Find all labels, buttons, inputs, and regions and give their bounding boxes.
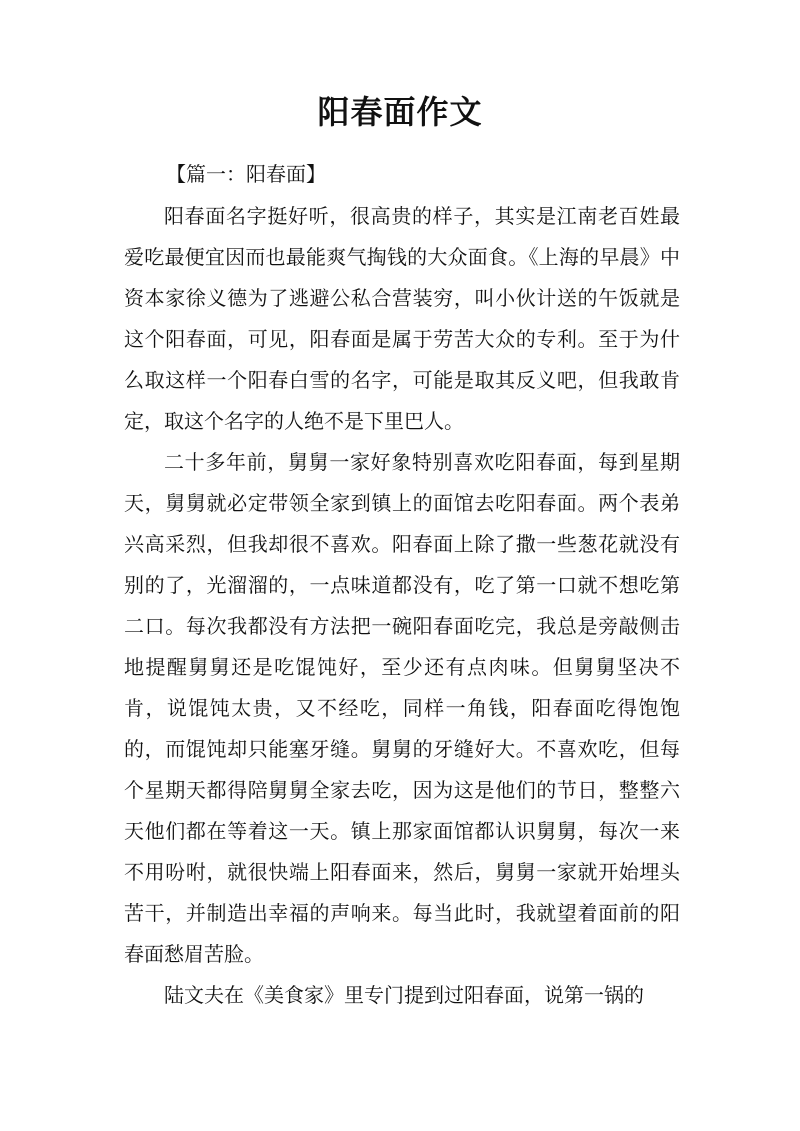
document-title: 阳春面作文 <box>317 93 483 131</box>
paragraph: 陆文夫在《美食家》里专门提到过阳春面，说第一锅的 <box>164 983 644 1007</box>
paragraph: 二十多年前，舅舅一家好象特别喜欢吃阳春面，每到星期天，舅舅就必定带领全家到镇上的面馆去吃阳春面。两个表弟兴高采烈，但我却很不喜欢。阳春面上除了撒一些葱花就没有别的了，光溜溜的，一点味道都没有，吃了第一口就不想吃第二口。每次我都没有方法把一碗阳春面吃完，我总是旁敲侧击地提醒舅舅还是吃馄饨好，至少还有点肉味。但舅舅坚决不肯，说馄饨太贵，又不经吃，同样一角钱，阳春面吃得饱饱的，而馄饨却只能塞牙缝。舅舅的牙缝好大。不喜欢吃，但每个星期天都得陪舅舅全家去吃，因为这是他们的节日，整整六天他们都在等着这一天。镇上那家面馆都认识舅舅，每次一来不用吩咐，就很快端上阳春面来，然后，舅舅一家就开始埋头苦干，并制造出幸福的声响来。每当此时，我就望着面前的阳春面愁眉苦脸。 <box>124 450 680 966</box>
document-body <box>124 196 680 1016</box>
paragraph: 阳春面名字挺好听，很高贵的样子，其实是江南老百姓最爱吃最便宜因而也最能爽气掏钱的大众面食。《上海的早晨》中资本家徐义德为了逃避公私合营装穷，叫小伙计送的午饭就是这个阳春面，可见，阳春面是属于劳苦大众的专利。至于为什么取这样一个阳春白雪的名字，可能是取其反义吧，但我敢肯定，取这个名字的人绝不是下里巴人。 <box>124 204 680 433</box>
section-heading: 【篇一：阳春面】 <box>166 162 326 186</box>
